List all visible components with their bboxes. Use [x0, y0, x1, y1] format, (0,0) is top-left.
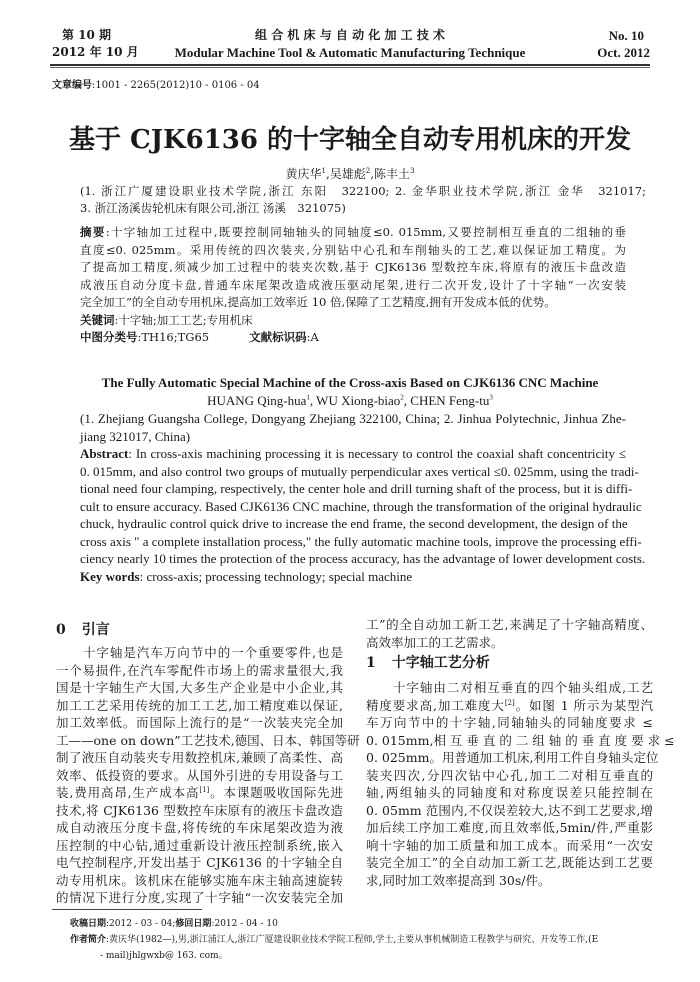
affil-mark: 3	[410, 167, 415, 175]
body-line: 工”的全自动加工新工艺,来满足了十字轴高精度、	[366, 617, 653, 632]
keywords-en-label: Key words	[80, 568, 140, 584]
right-column-continuation	[366, 616, 653, 651]
section-0-body	[56, 644, 360, 907]
issue-en: No. 10	[608, 28, 644, 43]
section-number: 0	[56, 622, 66, 638]
article-number-label: 文章编号	[52, 80, 92, 91]
footnotes	[70, 916, 598, 964]
title-cn: 基于 CJK6136 的十字轴全自动专用机床的开发	[68, 125, 632, 155]
body-line: 响十字轴的加工质量和加工成本。而采用“一次安	[366, 837, 653, 853]
header-rule-thin	[50, 67, 650, 68]
date-en: Oct. 2012	[597, 45, 650, 60]
body-line: 电气控制程序,开发出基于 CJK6136 的十字轴全自	[56, 855, 343, 870]
author: ,陈丰土	[370, 167, 411, 181]
affiliation-en: jiang 321017, China)	[80, 428, 191, 444]
affil-mark: 2	[400, 393, 404, 402]
affiliation-en: (1. Zhejiang Guangsha College, Dongyang Zhejiang 322100, China; 2. Jinhua Polytechnic, Jinhua Zhe-	[80, 411, 626, 426]
section-number: 1	[366, 655, 376, 671]
section-1-body	[366, 679, 675, 889]
affil-mark: 1	[306, 393, 310, 402]
clc-label: 中图分类号	[80, 330, 138, 344]
body-line: 0. 025mm。用普通加工机床,利用工件自身轴头定位	[366, 750, 659, 765]
affil-mark: 2	[365, 167, 371, 175]
abstract-line: :十字轴加工过程中,既要控制同轴轴头的同轴度≤0. 015mm,又要控制相互垂直的二组轴的垂	[105, 225, 626, 239]
abstract-en-label: Abstract	[80, 446, 129, 461]
body-line: 0. 015mm,相 互 垂 直 的 二 组 轴 的 垂 直 度 要 求 ≤	[366, 732, 675, 748]
body-line: 十字轴由二对相互垂直的四个轴头组成,工艺	[366, 680, 653, 695]
date-cn: 2012 年 10 月	[52, 45, 139, 59]
abstract-line: 完全加工”的全自动专用机床,提高加工效率近 10 倍,保障了工艺精度,拥有开发成本低的优势。	[80, 295, 556, 309]
body-line: 国是十字轴生产大国,大多生产企业是中小企业,其	[56, 680, 343, 695]
section-title: 十字轴工艺分析	[391, 655, 490, 671]
received-label: 收稿日期	[70, 919, 107, 929]
issue-cn: 第 10 期	[62, 28, 112, 42]
body-line: 制了液压自动装夹专用数控机床,兼顾了高柔性、高	[56, 750, 343, 765]
article-number	[52, 76, 260, 91]
citation: [1]	[199, 785, 210, 794]
abstract-line: tional need four clamping, respectively, the center hole and drill turning shaft of the process, but it is diffi-	[80, 481, 633, 496]
abstract-line: cross axis " a complete installation process," the fully automatic machine tools, improve the processing effi-	[80, 533, 642, 549]
section-1-heading	[366, 654, 490, 672]
body-line: 的情况下进行分度,实现了十字轴“一次安装完全加	[56, 890, 343, 905]
author: 黄庆华	[285, 167, 322, 181]
section-title: 引言	[81, 622, 110, 638]
abstract-line: 成液压自动分度卡盘,普通车床尾架改造成液压驱动尾架,进行二次开发,设计了十字轴“一次安装	[80, 277, 626, 292]
body-line: 一个易损件,在汽车零配件市场上的需求量很大,我	[56, 662, 343, 678]
citation: [2]	[504, 698, 515, 707]
header-rule	[50, 64, 650, 66]
doc-code-label: 文献标识码	[249, 330, 307, 344]
abstract-line: chuck, hydraulic control quick drive to increase the end frame, the second development, the design of the	[80, 516, 628, 531]
authors-cn	[0, 166, 700, 182]
author: , WU Xiong-biao	[309, 393, 401, 408]
body-line: 精度要求高,加工难度大[2]。如图 1 所示为某型汽	[366, 697, 653, 713]
bio-label: 作者简介	[70, 935, 107, 945]
received-date: :2012 - 03 - 04;	[106, 919, 176, 929]
body-line: 工——one on down”工艺技术,德国、日本、韩国等研	[56, 732, 360, 748]
footnote-rule	[52, 909, 202, 910]
bio-text: :黄庆华(1982—),男,浙江浦江人,浙江广厦建设职业技术学院工程师,学士,主要从事机械制造工程教学与研究、开发等工作,(E	[106, 935, 599, 945]
body-line: 0. 05mm 范围内,不仅误差较大,达不到工艺要求,增	[366, 802, 653, 818]
title-en: The Fully Automatic Special Machine of the Cross-axis Based on CJK6136 CNC Machine	[101, 375, 599, 390]
body-line: 求,同时加工效率提高到 30s/件。	[366, 872, 551, 888]
abstract-line: 直度≤0. 025mm。采用传统的四次装夹,分别钻中心孔和车削轴头的工艺,难以保证加工精度。为	[80, 242, 626, 257]
affiliation-cn: 3. 浙江汤溪齿轮机床有限公司,浙江 汤溪 321075)	[80, 201, 346, 215]
revised-date: :2012 - 04 - 10	[211, 919, 278, 929]
body-line: 轴,两组轴头的同轴度和对称度误差只能控制在	[366, 785, 653, 800]
abstract-line: ciency nearly 10 times the protection of the process accuracy, has the advantage of lower development costs.	[80, 551, 646, 566]
clc-value: :TH16;TG65	[137, 330, 210, 344]
author: ,吴雄彪	[325, 167, 366, 181]
body-line: 高效率加工的工艺需求。	[366, 634, 504, 650]
revised-label: 修回日期	[175, 919, 212, 929]
body-line: 装夹四次,分四次钻中心孔,加工二对相互垂直的	[366, 767, 653, 783]
body-line: 车万向节中的十字轴,同轴轴头的同轴度要求 ≤	[366, 715, 653, 730]
doc-code-value: :A	[306, 330, 319, 344]
body-line: 十字轴是汽车万向节中的一个重要零件,也是	[56, 645, 343, 660]
section-0-heading	[56, 621, 110, 639]
authors-en	[0, 392, 700, 409]
abstract-en	[80, 410, 646, 585]
abstract-line: : In cross-axis machining processing it is necessary to control the coaxial shaft concentricity ≤	[128, 446, 626, 461]
keywords-label: 关键词	[80, 312, 115, 327]
abstract-cn	[80, 224, 626, 347]
author: , CHEN Feng-tu	[403, 393, 490, 408]
abstract-label: 摘要	[80, 225, 106, 239]
body-line: 效率、低投资的要求。从国外引进的专用设备与工	[56, 767, 343, 783]
body-line: 技术,将 CJK6136 型数控车床原有的液压卡盘改造	[56, 802, 343, 818]
affil-mark: 3	[489, 393, 493, 402]
abstract-line: 了提高加工精度,须减少加工过程中的装夹次数,基于 CJK6136 型数控车床,将原有的液压卡盘改造	[80, 260, 626, 274]
journal-en: Modular Machine Tool & Automatic Manufacturing Technique	[174, 45, 526, 60]
body-line: 加工工艺采用传统的加工工艺,加工精度难以保证,	[56, 697, 343, 713]
affiliation-cn: (1. 浙江广厦建设职业技术学院,浙江 东阳 322100; 2. 金华职业技术学院,浙江 金华 321017;	[80, 184, 646, 198]
journal-cn: 组 合 机 床 与 自 动 化 加 工 技 术	[255, 28, 445, 42]
abstract-line: 0. 015mm, and also control two groups of mutually perpendicular axes vertical ≤0. 025mm, using the tradi-	[80, 463, 639, 479]
body-line: 成自动液压分度卡盘,将传统的车床尾架改造为液	[56, 820, 343, 835]
body-line: 装完全加工”的全自动加工新工艺,既能达到工艺要	[366, 855, 653, 870]
body-line: 压控制的中心钻,通过重新设计液压控制系统,嵌入	[56, 837, 343, 853]
body-line: 加工效率低。而国际上流行的是“一次装夹完全加	[56, 715, 343, 730]
author: HUANG Qing-hua	[207, 393, 307, 408]
affil-mark: 1	[321, 167, 326, 175]
body-line: 装,费用高昂,生产成本高[1]。本课题吸收国际先进	[56, 785, 343, 800]
body-line: 动专用机床。该机床在能够实施车床主轴高速旋转	[56, 872, 343, 888]
bio-text: - mail)jhlgwxb@ 163. com。	[100, 951, 228, 961]
body-line: 加后续工序加工难度,而且效率低,5min/件,严重影	[366, 820, 653, 835]
article-number-value: :1001 - 2265(2012)10 - 0106 - 04	[92, 80, 260, 91]
abstract-line: cult to ensure accuracy. Based CJK6136 CNC machine, through the transformation of the original hydraulic	[80, 498, 642, 514]
keywords-en-value: : cross-axis; processing technology; special machine	[139, 568, 413, 584]
keywords-value: :十字轴;加工工艺;专用机床	[114, 312, 253, 327]
